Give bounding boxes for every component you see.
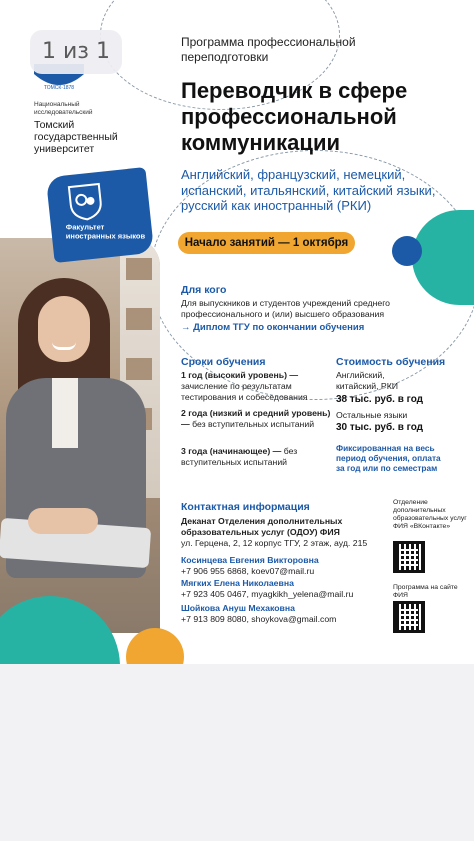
term-item-rest: без вступительных испытаний — [192, 419, 315, 429]
contact-name: Мягких Елена Николаевна — [181, 578, 294, 588]
term-item — [181, 408, 331, 430]
term-item-bold: 3 года (начинающее) — — [181, 446, 282, 456]
contact-details[interactable]: +7 923 405 0467, myagkikh_yelena@mail.ru — [181, 589, 354, 599]
photo-hands — [28, 508, 98, 534]
faculty-name: Факультет иностранных языков — [65, 222, 146, 240]
for-whom-text: Для выпускников и студентов учреждений среднего профессионального и (или) высшего образования — [181, 298, 391, 319]
orange-circle — [126, 628, 184, 664]
photo-face — [38, 296, 90, 362]
viewer-background — [0, 664, 474, 841]
contacts-address: ул. Герцена, 2, 12 корпус ТГУ, 2 этаж, ауд. 215 — [181, 538, 368, 548]
qr-label-site: Программа на сайте ФИЯ — [393, 584, 458, 599]
contacts-dept: Деканат Отделения дополнительных образовательных услуг (ОДОУ) ФИЯ — [181, 516, 343, 537]
contact-details[interactable]: +7 906 955 6868, koev07@mail.ru — [181, 566, 315, 576]
page-counter: 1 из 1 — [30, 30, 122, 74]
photo-shirt — [52, 378, 78, 448]
term-item-rest: без вступительных испытаний — [181, 446, 298, 467]
contact-name: Шойкова Ануш Мехаковна — [181, 603, 295, 613]
contact-details[interactable]: +7 913 809 8080, shoykova@gmail.com — [181, 614, 337, 624]
page-title: Переводчик в сфере профессиональной коммуникации — [181, 78, 408, 155]
diploma-line: → Диплом ТГУ по окончании обучения — [181, 322, 365, 333]
cost-group-2: Остальные языки — [336, 410, 408, 420]
cost-note: Фиксированная на весь период обучения, оплата за год или по семестрам — [336, 443, 441, 473]
cost-group-1: Английский, китайский, РКИ — [336, 370, 398, 391]
contact-name: Косинцева Евгения Викторовна — [181, 555, 319, 565]
program-label: Программа профессиональной переподготовки — [181, 35, 356, 64]
student-photo — [0, 238, 160, 633]
term-item-rest: зачисление по результатам тестирования и собеседования — [181, 381, 308, 402]
blue-dot — [392, 236, 422, 266]
cost-heading: Стоимость обучения — [336, 356, 446, 368]
qr-label-vk: Отделение дополнительных образовательных услуг ФИЯ «ВКонтакте» — [393, 499, 467, 530]
term-item — [181, 446, 331, 468]
faculty-shield-icon — [67, 182, 105, 223]
qr-code-vk[interactable] — [393, 541, 425, 573]
term-item-bold: 1 год (высокий уровень) — — [181, 370, 299, 380]
term-item-bold: 2 года (низкий и средний уровень) — — [181, 408, 331, 429]
cost-price-1: 38 тыс. руб. в год — [336, 394, 424, 405]
terms-heading: Сроки обучения — [181, 356, 266, 368]
logo-caption: ТОМСК·1878 — [43, 85, 75, 91]
university-small-label: Национальный исследовательский — [34, 101, 93, 116]
for-whom-heading: Для кого — [181, 284, 227, 296]
start-date-badge: Начало занятий — 1 октября — [178, 232, 355, 254]
term-item — [181, 370, 331, 403]
faculty-badge — [46, 167, 154, 263]
university-name: Томский государственный университет — [34, 119, 118, 155]
contacts-heading: Контактная информация — [181, 501, 310, 513]
cost-price-2: 30 тыс. руб. в год — [336, 422, 424, 433]
languages-list: Английский, французский, немецкий, испанский, итальянский, китайский языки, русский как иностранный (РКИ) — [181, 167, 436, 213]
qr-code-site[interactable] — [393, 601, 425, 633]
